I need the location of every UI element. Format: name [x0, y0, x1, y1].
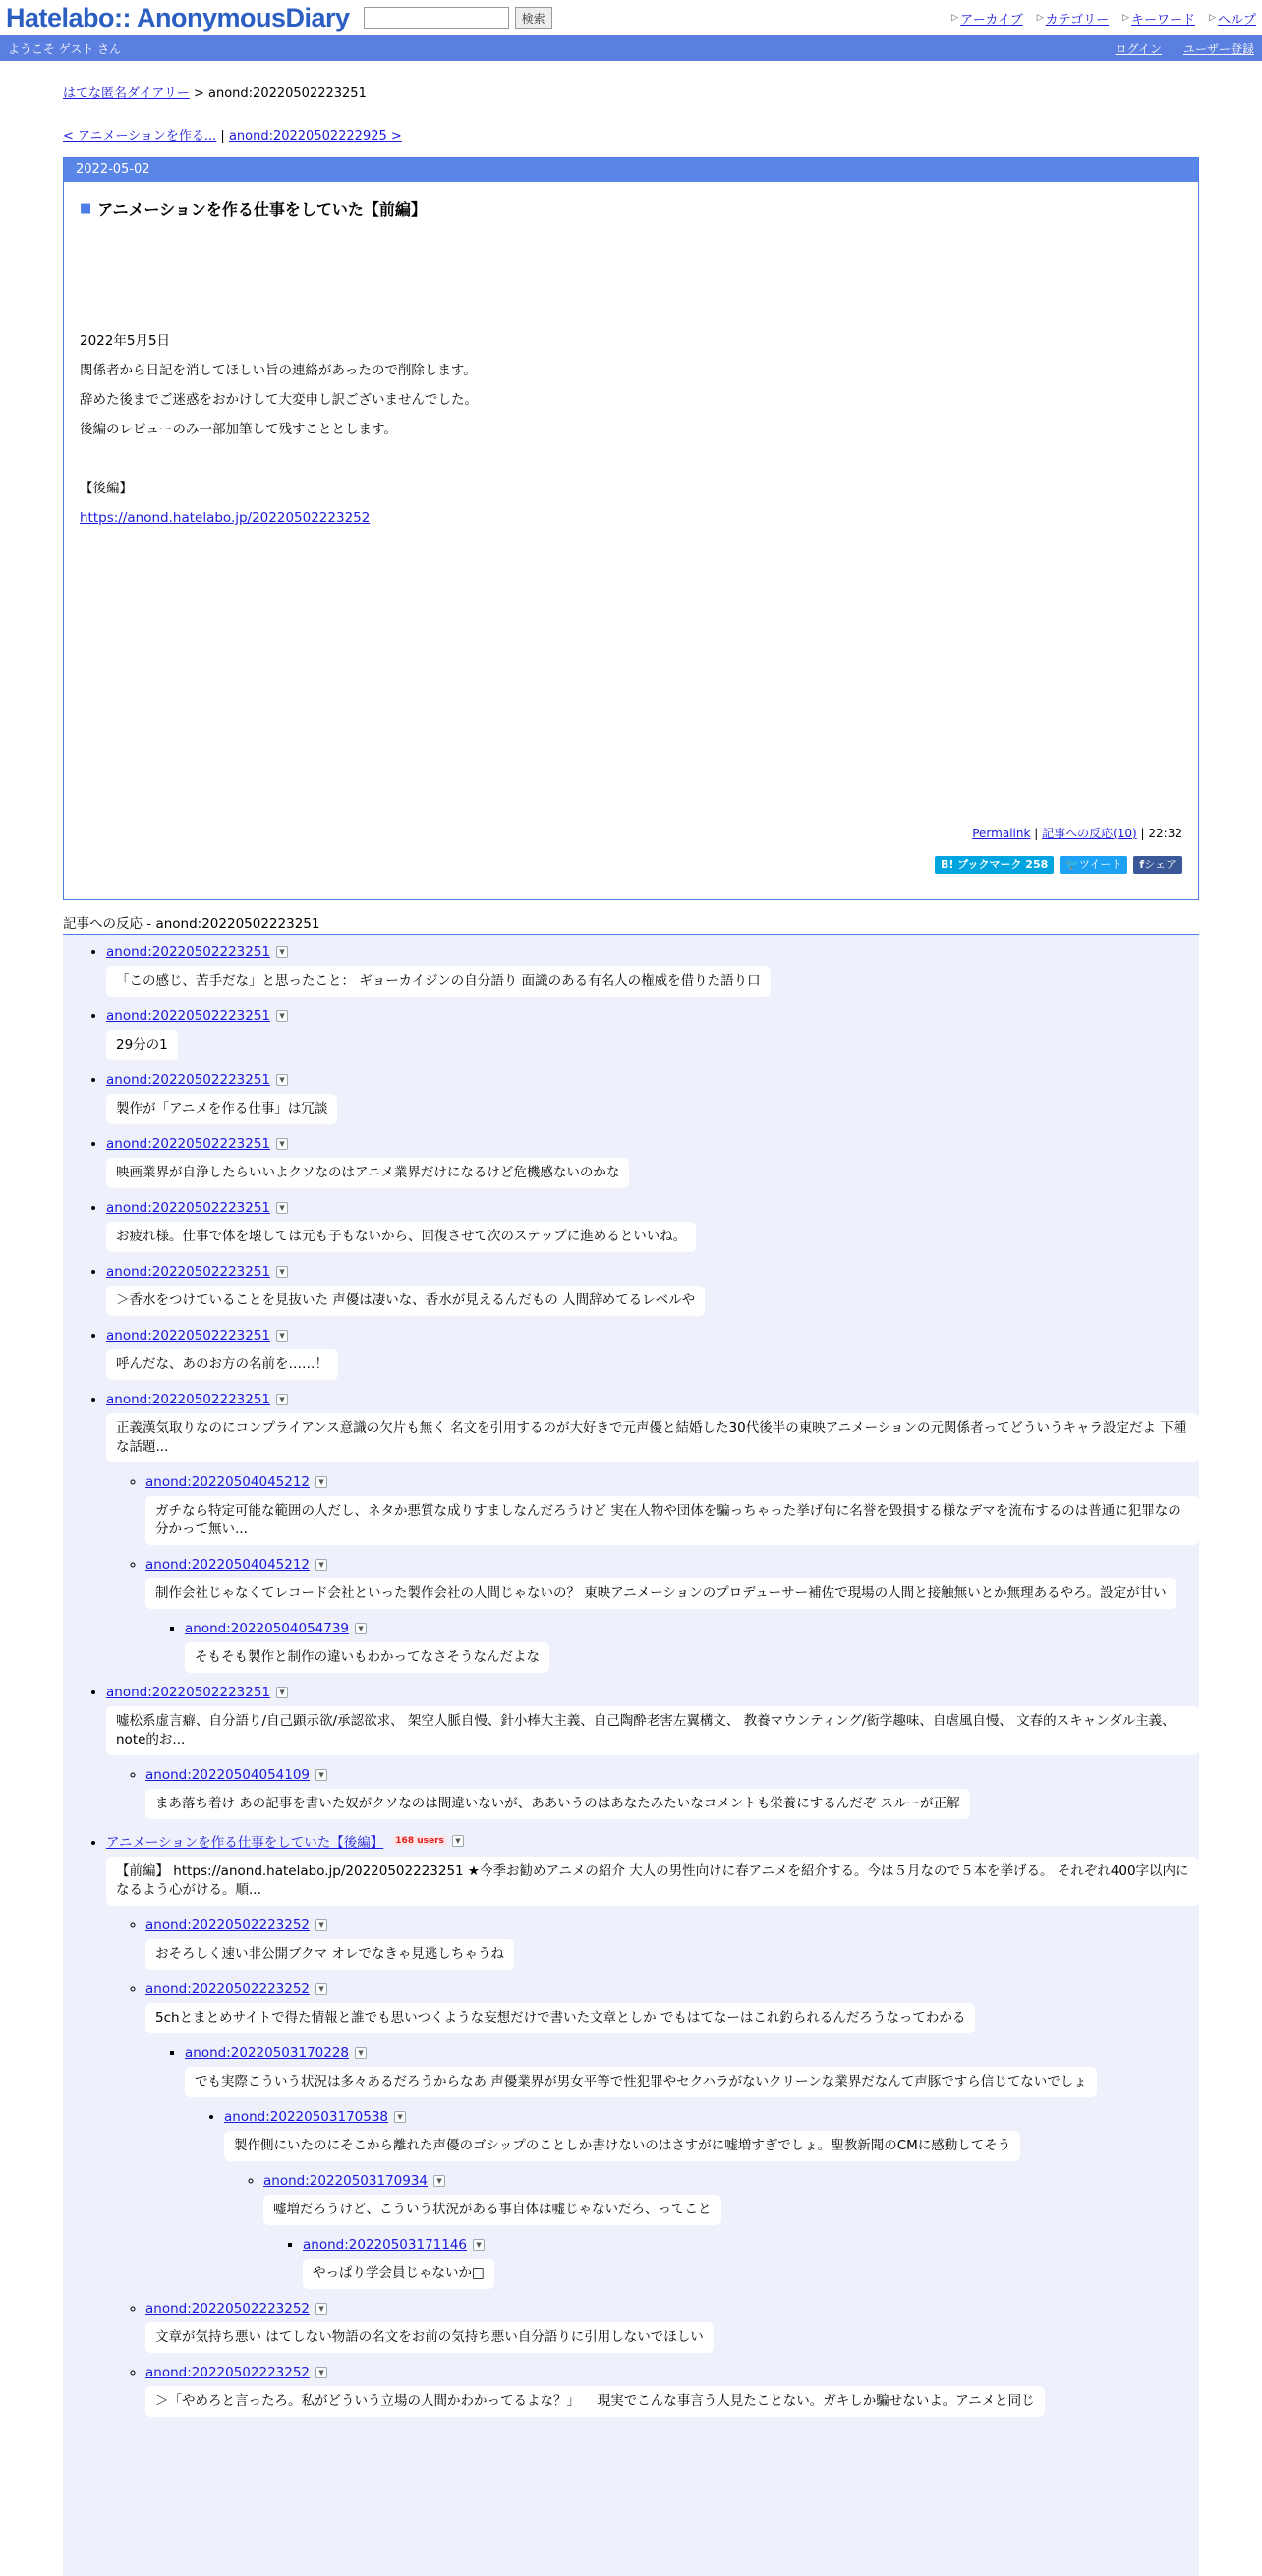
reaction-item: [185, 2045, 1199, 2289]
reaction-excerpt: 正義漢気取りなのにコンプライアンス意識の欠片も無く 名文を引用するのが大好きで元声優と結婚した30代後半の東映アニメーションの元関係者ってどういうキャラ設定だよ 下種な話題...: [106, 1413, 1199, 1462]
reaction-item: [106, 945, 1199, 997]
reaction-link[interactable]: • anond:20220502223251: [106, 1328, 271, 1344]
reaction-link[interactable]: • anond:20220502223251: [106, 1008, 271, 1024]
reaction-list: [224, 2173, 1199, 2289]
dropdown-icon[interactable]: ▼: [355, 2047, 367, 2059]
reaction-link[interactable]: • anond:20220502223251: [106, 1136, 271, 1152]
permalink[interactable]: Permalink: [972, 827, 1031, 840]
twitter-icon: 🐦: [1065, 858, 1079, 871]
archive-link[interactable]: アーカイブ: [960, 12, 1023, 28]
entry-line: 2022年5月5日: [80, 333, 171, 349]
arrow-icon: ▷: [1209, 13, 1216, 23]
dropdown-icon[interactable]: ▼: [316, 1983, 327, 1995]
top-bar: [0, 0, 1262, 35]
entry-time: 22:32: [1148, 827, 1182, 840]
archive-link-wrap: [951, 9, 1023, 28]
breadcrumb-home[interactable]: はてな匿名ダイアリー: [63, 86, 190, 101]
entry-footer: Permalink | 記事への反応(10) | 22:32: [972, 827, 1182, 840]
category-link[interactable]: カテゴリー: [1045, 12, 1110, 28]
dropdown-icon[interactable]: ▼: [276, 1202, 288, 1214]
reaction-item: [106, 1685, 1199, 1819]
reaction-link[interactable]: • anond:20220503170538: [224, 2109, 389, 2125]
reaction-item: [145, 2301, 1199, 2353]
arrow-icon: ▷: [1122, 13, 1130, 23]
reaction-link[interactable]: • anond:20220502223251: [106, 1200, 271, 1216]
welcome-bar: [0, 35, 1262, 61]
reaction-excerpt: 嘘松系虚言癖、自分語り/自己顕示欲/承認欲求、 架空人脈自慢、針小棒大主義、自己陶酔老害左翼構文、 教養マウンティング/衒学趣味、自虐風自慢、 文春的スキャンダル主義、note的お...: [106, 1706, 1199, 1755]
reaction-item: [145, 1767, 1199, 1819]
reaction-list: [106, 1474, 1199, 1673]
site-logo[interactable]: Hatelabo:: AnonymousDiary: [6, 2, 350, 32]
reaction-excerpt: 映画業界が自浄したらいいよクソなのはアニメ業界だけになるけど危機感ないのかな: [106, 1158, 629, 1188]
reaction-list: [145, 1621, 1199, 1673]
reaction-item: [145, 2365, 1199, 2417]
reaction-item: [145, 1918, 1199, 1970]
dropdown-icon[interactable]: ▼: [355, 1623, 367, 1634]
reaction-item: [145, 1981, 1199, 2289]
reaction-link[interactable]: ▪ anond:20220503170228: [185, 2045, 350, 2061]
breadcrumb-separator: >: [189, 86, 209, 101]
reaction-item: [303, 2237, 1199, 2289]
dropdown-icon[interactable]: ▼: [276, 1266, 288, 1278]
reaction-excerpt: 【前編】 https://anond.hatelabo.jp/20220502223251 ★今季お勧めアニメの紹介 大人の男性向けに春アニメを紹介する。今は５月なので５本を挙げる。 それぞれ400字以内になるよう心がける。順...: [106, 1857, 1199, 1906]
reaction-item: [185, 1621, 1199, 1673]
reaction-header: [106, 1136, 288, 1152]
search-form: [364, 7, 552, 29]
reaction-list: [145, 2045, 1199, 2289]
tweet-label: ツイート: [1078, 858, 1122, 871]
reaction-link[interactable]: • anond:20220502223251: [106, 1264, 271, 1280]
diary-entry: [63, 157, 1199, 900]
dropdown-icon[interactable]: ▼: [276, 1138, 288, 1150]
tweet-button[interactable]: [1060, 856, 1127, 874]
reaction-header: [263, 2173, 445, 2189]
reactions-list: [63, 935, 1199, 2576]
keyword-link-wrap: [1122, 9, 1195, 28]
reaction-link[interactable]: • アニメーションを作る仕事をしていた【後編】: [106, 1835, 384, 1851]
reaction-excerpt: まあ落ち着け あの記事を書いた奴がクソなのは間違いないが、ああいうのはあなたみたいなコメントも栄養にするんだぞ スルーが正解: [145, 1789, 970, 1819]
arrow-icon: ▷: [1036, 13, 1044, 23]
reaction-header: [106, 1685, 288, 1700]
reaction-header: [145, 1767, 327, 1783]
bookmark-users-badge[interactable]: 168 users: [395, 1836, 444, 1846]
reaction-link[interactable]: ◦ anond:20220502223252: [145, 1981, 311, 1997]
reaction-header: [106, 1200, 288, 1216]
reaction-header: [106, 1392, 288, 1407]
reaction-link[interactable]: ◦ anond:20220503170934: [263, 2173, 429, 2189]
search-button[interactable]: 検索: [515, 7, 552, 29]
entry-title: [80, 198, 1182, 220]
reaction-link[interactable]: ◦ anond:20220504045212: [145, 1474, 311, 1490]
dropdown-icon[interactable]: ▼: [276, 1687, 288, 1698]
dropdown-icon[interactable]: ▼: [452, 1835, 464, 1847]
reaction-excerpt: やっぱり学会員じゃないか□: [303, 2259, 494, 2289]
reaction-excerpt: 文章が気持ち悪い はてしない物語の名文をお前の気持ち悪い自分語りに引用しないでほしい: [145, 2322, 714, 2353]
arrow-icon: ▷: [951, 13, 959, 23]
reaction-item: [106, 1136, 1199, 1188]
account-links: [1116, 40, 1254, 57]
reaction-excerpt: でも実際こういう状況は多々あるだろうからなあ 声優業界が男女平等で性犯罪やセクハラがないクリーンな業界だなんて声豚ですら信じてないでしょ: [185, 2067, 1097, 2097]
hatena-bookmark-button[interactable]: B! ブックマーク 258: [935, 856, 1054, 874]
reaction-header: [185, 1621, 367, 1636]
reaction-header: [185, 2045, 367, 2061]
reaction-list: [63, 945, 1199, 2417]
kouhen-link[interactable]: https://anond.hatelabo.jp/20220502223252: [80, 510, 371, 526]
facebook-icon: f: [1139, 858, 1145, 871]
welcome-text: ようこそ ゲスト さん: [8, 41, 122, 56]
reaction-list: [185, 2109, 1199, 2289]
reaction-header: [145, 1557, 327, 1573]
reaction-list: [106, 1918, 1199, 2417]
reaction-link[interactable]: ◦ anond:20220502223252: [145, 1918, 311, 1933]
reaction-header: [145, 2301, 327, 2317]
reaction-excerpt: ＞「やめろと言ったろ。私がどういう立場の人間かわかってるよな？」 現実でこんな事言う人見たことない。ガキしか騙せないよ。アニメと同じ: [145, 2386, 1045, 2417]
reaction-item: [106, 1328, 1199, 1380]
entry-text: [80, 326, 1182, 533]
reaction-list: [263, 2237, 1199, 2289]
reaction-excerpt: お疲れ様。仕事で体を壊しては元も子もないから、回復させて次のステップに進めるといいね。: [106, 1222, 696, 1252]
breadcrumb: [63, 83, 1199, 101]
dropdown-icon[interactable]: ▼: [316, 2367, 327, 2378]
entry-date: 2022-05-02: [64, 158, 1198, 182]
reaction-link[interactable]: ◦ anond:20220504054109: [145, 1767, 311, 1783]
entry-title-text: アニメーションを作る仕事をしていた【前編】: [97, 200, 427, 219]
dropdown-icon[interactable]: ▼: [473, 2239, 485, 2251]
dropdown-icon[interactable]: ▼: [316, 1476, 327, 1488]
reaction-header: [106, 1328, 288, 1344]
facebook-share-button[interactable]: [1133, 856, 1182, 874]
dropdown-icon[interactable]: ▼: [316, 1559, 327, 1571]
reaction-link[interactable]: ▪ anond:20220503171146: [303, 2237, 468, 2253]
keyword-link[interactable]: キーワード: [1131, 12, 1196, 28]
next-entry-link[interactable]: anond:20220502222925 >: [228, 129, 402, 143]
dropdown-icon[interactable]: ▼: [316, 1919, 327, 1931]
reaction-item: [106, 1008, 1199, 1060]
entry-body: [64, 182, 1198, 548]
dropdown-icon[interactable]: ▼: [316, 1769, 327, 1781]
reaction-excerpt: 「この感じ、苦手だな」と思ったこと： ギョーカイジンの自分語り 面識のある有名人の権威を借りた語り口: [106, 966, 771, 997]
login-link[interactable]: ログイン: [1115, 41, 1162, 56]
reaction-header: [106, 1072, 288, 1088]
reaction-item: [106, 1264, 1199, 1316]
category-link-wrap: [1037, 9, 1109, 28]
reaction-link[interactable]: • anond:20220502223251: [106, 1072, 271, 1088]
reaction-link[interactable]: ◦ anond:20220504045212: [145, 1557, 311, 1573]
dropdown-icon[interactable]: ▼: [276, 1010, 288, 1022]
reaction-link[interactable]: ▪ anond:20220504054739: [185, 1621, 350, 1636]
reaction-item: [106, 1200, 1199, 1252]
reactions-count-link[interactable]: 記事への反応(10): [1042, 827, 1137, 840]
dropdown-icon[interactable]: ▼: [433, 2175, 445, 2187]
reaction-header: [145, 1981, 327, 1997]
reaction-header: [145, 2365, 327, 2380]
share-label: シェア: [1144, 858, 1176, 871]
reaction-header: [224, 2109, 406, 2125]
nav-separator: |: [220, 129, 225, 143]
help-link-wrap: [1209, 9, 1256, 28]
reaction-link[interactable]: • anond:20220502223251: [106, 945, 271, 960]
kouhen-label: 【後編】: [80, 481, 133, 496]
dropdown-icon[interactable]: ▼: [276, 1074, 288, 1086]
reaction-link[interactable]: • anond:20220502223251: [106, 1392, 271, 1407]
reaction-excerpt: 呼んだな、あのお方の名前を……！: [106, 1349, 338, 1380]
reaction-item: [263, 2173, 1199, 2289]
reaction-header: [145, 1918, 327, 1933]
help-link[interactable]: ヘルプ: [1217, 12, 1256, 28]
reaction-excerpt: 29分の1: [106, 1030, 178, 1060]
reaction-excerpt: 製作が「アニメを作る仕事」は冗談: [106, 1094, 337, 1124]
reactions-header: 記事への反応 - anond:20220502223251: [63, 912, 1199, 935]
entry-line: 辞めた後までご迷惑をおかけして大変申し訳ございませんでした。: [80, 392, 478, 408]
reaction-excerpt: 制作会社じゃなくてレコード会社といった製作会社の人間じゃないの？ 東映アニメーションのプロデューサー補佐で現場の人間と接触無いとか無理あるやろ。設定が甘い: [145, 1578, 1176, 1609]
reaction-item: [106, 1072, 1199, 1124]
reaction-header: [303, 2237, 485, 2253]
reaction-link[interactable]: ◦ anond:20220502223252: [145, 2301, 311, 2317]
reaction-header: [145, 1474, 327, 1490]
dropdown-icon[interactable]: ▼: [276, 946, 288, 958]
reaction-link[interactable]: ◦ anond:20220502223252: [145, 2365, 311, 2380]
reaction-excerpt: 嘘増だろうけど、こういう状況がある事自体は嘘じゃないだろ、ってこと: [263, 2195, 721, 2225]
reaction-excerpt: ＞香水をつけていることを見抜いた 声優は凄いな、香水が見えるんだもの 人間辞めてるレベルや: [106, 1286, 705, 1316]
breadcrumb-current: anond:20220502223251: [208, 86, 367, 101]
reaction-link[interactable]: • anond:20220502223251: [106, 1685, 271, 1700]
register-link[interactable]: ユーザー登録: [1182, 41, 1254, 56]
square-icon[interactable]: ■: [80, 201, 92, 216]
reaction-item: [145, 1474, 1199, 1545]
dropdown-icon[interactable]: ▼: [276, 1330, 288, 1342]
reaction-item: [145, 1557, 1199, 1673]
reaction-excerpt: そもそも製作と制作の違いもわかってなさそうなんだよな: [185, 1642, 549, 1673]
reaction-header: [106, 1831, 464, 1851]
reaction-list: [106, 1767, 1199, 1819]
dropdown-icon[interactable]: ▼: [276, 1394, 288, 1405]
prev-entry-link[interactable]: < アニメーションを作る...: [63, 129, 217, 143]
dropdown-icon[interactable]: ▼: [316, 2303, 327, 2315]
entry-navigation: [63, 125, 1199, 143]
main-content: [0, 83, 1262, 2576]
entry-spacer: [80, 444, 1182, 474]
reaction-excerpt: おそろしく速い非公開ブクマ オレでなきゃ見逃しちゃうね: [145, 1939, 514, 1970]
reaction-excerpt: ガチなら特定可能な範囲の人だし、ネタか悪質な成りすましなんだろうけど 実在人物や団体を騙っちゃった挙げ句に名誉を毀損する様なデマを流布するのは普通に犯罪なの分かって無い...: [145, 1496, 1199, 1545]
reaction-header: [106, 1264, 288, 1280]
share-buttons: [935, 856, 1182, 874]
reaction-item: [106, 1392, 1199, 1673]
reaction-item: [106, 1831, 1199, 2417]
dropdown-icon[interactable]: ▼: [394, 2111, 406, 2123]
reaction-item: [224, 2109, 1199, 2289]
entry-line: 後編のレビューのみ一部加筆して残すこととします。: [80, 422, 397, 437]
reaction-header: [106, 1008, 288, 1024]
top-links: [951, 9, 1256, 28]
reaction-excerpt: 製作側にいたのにそこから離れた声優のゴシップのことしか書けないのはさすがに嘘増すぎでしょ。聖教新聞のCMに感動してそう: [224, 2131, 1020, 2161]
reaction-header: [106, 945, 288, 960]
reaction-excerpt: 5chとまとめサイトで得た情報と誰でも思いつくような妄想だけで書いた文章としか でもはてなーはこれ釣られるんだろうなってわかる: [145, 2003, 975, 2033]
entry-line: 関係者から日記を消してほしい旨の連絡があったので削除します。: [80, 363, 477, 378]
search-input[interactable]: [364, 7, 509, 29]
